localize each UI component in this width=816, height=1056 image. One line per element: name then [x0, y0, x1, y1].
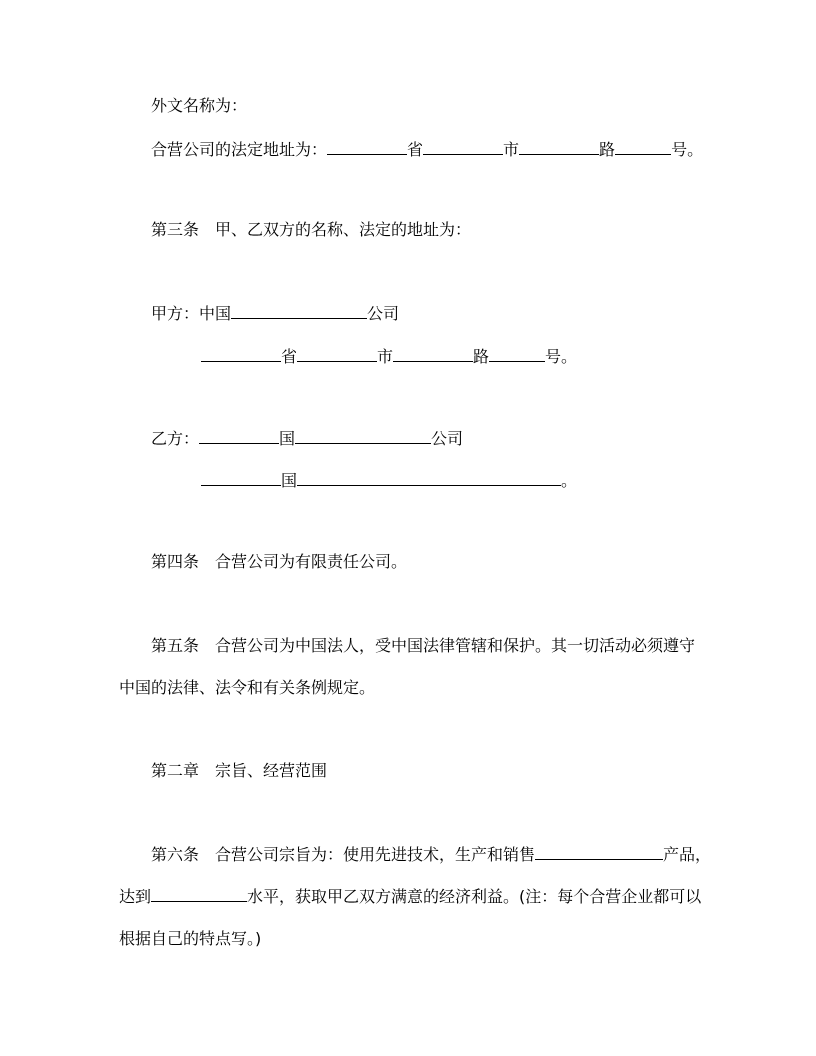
article-number: 第五条 — [151, 636, 200, 655]
article-number: 第三条 — [151, 220, 200, 239]
chapter-title: 宗旨、经营范围 — [215, 761, 328, 780]
party-a-road-blank[interactable] — [393, 346, 473, 362]
city-label: 市 — [503, 140, 520, 159]
foreign-name-label: 外文名称为： — [151, 96, 248, 115]
article-4 — [151, 552, 407, 572]
province-label: 省 — [407, 140, 424, 159]
party-a-company-blank[interactable] — [231, 303, 367, 319]
party-b-company-blank[interactable] — [295, 428, 431, 444]
article-6-line-2 — [119, 886, 701, 906]
article-6-line-1 — [151, 844, 711, 864]
article-text: 根据自己的特点写。) — [119, 929, 262, 948]
party-b-end: 。 — [561, 471, 578, 490]
article-text: 合营公司为有限责任公司。 — [215, 552, 408, 571]
party-a-city-label: 市 — [377, 347, 394, 366]
address-label: 合营公司的法定地址为： — [151, 140, 328, 159]
party-b-country-blank[interactable] — [199, 428, 279, 444]
party-a-province-blank[interactable] — [201, 346, 281, 362]
foreign-name-line — [151, 96, 247, 116]
party-b-country2-blank[interactable] — [201, 470, 281, 486]
party-b-address-line — [201, 470, 577, 490]
article-6-line-3 — [119, 929, 261, 949]
article-text: 达到 — [119, 887, 152, 906]
party-a-company-label: 公司 — [367, 304, 400, 323]
article-text: 水平，获取甲乙双方满意的经济利益。(注：每个合营企业都可以 — [247, 887, 702, 906]
article-text: 合营公司为中国法人，受中国法律管辖和保护。其一切活动必须遵守 — [215, 636, 696, 655]
party-a-label: 甲方： — [151, 304, 200, 323]
party-a-province-label: 省 — [281, 347, 298, 366]
article-5-line-1 — [151, 636, 695, 656]
article-text: 甲、乙双方的名称、法定的地址为： — [215, 220, 472, 239]
province-blank[interactable] — [327, 139, 407, 155]
number-blank[interactable] — [615, 139, 671, 155]
party-b-address-blank[interactable] — [297, 470, 561, 486]
road-label: 路 — [599, 140, 616, 159]
road-blank[interactable] — [519, 139, 599, 155]
party-b-country-label: 国 — [279, 429, 296, 448]
article-text: 产品， — [663, 845, 712, 864]
city-blank[interactable] — [423, 139, 503, 155]
chapter-2-heading — [151, 761, 327, 781]
article-text: 中国的法律、法令和有关条例规定。 — [119, 678, 376, 697]
party-a-address-line — [201, 346, 577, 366]
level-blank[interactable] — [151, 886, 247, 902]
party-b-label: 乙方： — [151, 429, 200, 448]
party-a-number-label: 号。 — [545, 347, 578, 366]
article-number: 第四条 — [151, 552, 200, 571]
party-b-company-label: 公司 — [431, 429, 464, 448]
address-line — [151, 139, 703, 159]
chapter-number: 第二章 — [151, 761, 200, 780]
party-a-city-blank[interactable] — [297, 346, 377, 362]
party-a-line — [151, 303, 399, 323]
number-label: 号。 — [671, 140, 704, 159]
product-blank[interactable] — [535, 844, 663, 860]
article-number: 第六条 — [151, 845, 200, 864]
party-a-number-blank[interactable] — [489, 346, 545, 362]
party-a-country: 中国 — [199, 304, 232, 323]
article-3 — [151, 220, 471, 240]
article-text: 合营公司宗旨为：使用先进技术，生产和销售 — [215, 845, 536, 864]
article-5-line-2 — [119, 678, 375, 698]
party-b-country2-label: 国 — [281, 471, 298, 490]
party-b-line — [151, 428, 463, 448]
party-a-road-label: 路 — [473, 347, 490, 366]
